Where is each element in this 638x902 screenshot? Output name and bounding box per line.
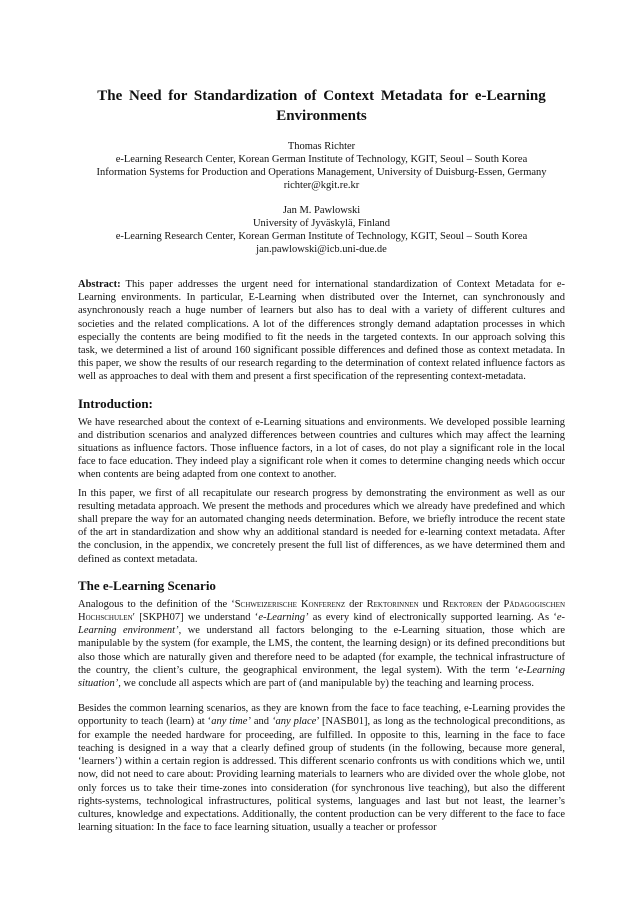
text-run: and — [250, 716, 272, 728]
org-name: Schweizerische Konferenz — [234, 598, 346, 610]
text-run: ’ [NASB01], as long as the technological preconditions, as for example the needed hardware for proceeding, are fulfilled. In opposite to this, learning in the face to face teaching is designed in a way that a clearly defined group of students (in the following, because more general, ‘learners’) within a certain region is addressed. This different scenario confronts us with conditions which we, until now, did not need to care about: Providing learning materials to learners who are divided over the whole globe, not only forces us to take their time-zones into consideration (for synchronous live teaching), but also the different rights-systems, technological infrastructures, political systems, languages and last but not least, the learner’s cultures, knowledge and expectations. Additionally, the content production can be very different to the face to face learning situation: In the face to face learning situation, usually a teacher or professor — [78, 716, 565, 834]
term: e-Learning situation’, — [78, 664, 565, 690]
text-run: , we understand all factors belonging to the e-Learning situation, those which are manipulable by the system (for example, the LMS, the content, the learning design) or its defined preconditions but also those which are naturally given and therefore need to be adapted (for example, the technical infrastructure of the country, the client’s culture, the geographical environment, the legal system). With the term ‘ — [78, 625, 565, 676]
author-affiliation: e-Learning Research Center, Korean German Institute of Technology, KGIT, Seoul – South Korea — [115, 154, 528, 165]
intro-paragraph-2: In this paper, we first of all recapitulate our research progress by demonstrating the environment as well as our resulting metadata approach. We present the methods and procedures which we already have predefined and which shall prepare the way for an automated changing needs determination. Before, we briefly introduce the recent state of the art in standardization and show why an additional standard is needed for e-learning context metadata. After the conclusion, in the appendix, we concretely present the full list of differences, as we have determined them and defined as context metadata. — [78, 487, 565, 565]
text-run: der — [345, 598, 367, 610]
term: ‘any place — [271, 716, 317, 728]
text-run: der — [482, 598, 504, 610]
author-affiliation: University of Jyväskylä, Finland — [252, 218, 391, 229]
term: e-Learning’ — [258, 612, 309, 624]
author-block-2 — [78, 204, 565, 256]
text-run: we conclude all aspects which are part of (and manipulable by) the teaching and learning process. — [120, 678, 535, 690]
section-heading-scenario: The e-Learning Scenario — [78, 577, 216, 593]
abstract — [78, 278, 565, 384]
author-name: Thomas Richter — [287, 141, 356, 152]
term: any time’ — [211, 716, 251, 728]
author-affiliation: Information Systems for Production and Operations Management, University of Duisburg-Essen, Germany — [96, 167, 547, 178]
section-heading-introduction: Introduction: — [78, 395, 153, 411]
text-run: Besides the common learning scenarios, as they are known from the face to face teaching, e-Learning provides the opportunity to teach (learn) at ‘ — [78, 703, 565, 728]
author-block-1 — [78, 140, 565, 192]
author-affiliation: e-Learning Research Center, Korean German Institute of Technology, KGIT, Seoul – South Korea — [115, 231, 528, 242]
org-name: Rektoren — [442, 598, 483, 610]
author-name: Jan M. Pawlowski — [282, 205, 361, 216]
text-run: Analogous to the definition of the ‘ — [78, 598, 235, 610]
text-run: und — [418, 598, 443, 610]
abstract-text: This paper addresses the urgent need for international standardization of Context Metadata for e-Learning environments. In particular, E-Learning when distributed over the Internet, can synchronously and asynchronously reach a huge number of learners but also has to deal with a variety of different cultures and societies and the related complications. A lot of the differences strongly demand adaptation processes in which especially the contents are being modified to fit the needs in the targeted contexts. In our approach solving this task, we determined a list of around 160 significant possible differences and defined those as context metadata. In this paper, we show the results of our research regarding to the determination of context related influence factors as well as approaches to deal with them and present a first specification of the representing context-metadata. — [78, 279, 565, 383]
author-email: jan.pawlowski@icb.uni-due.de — [256, 244, 387, 255]
scenario-paragraph-1 — [78, 598, 565, 690]
term: e-Learning environment’ — [78, 612, 565, 637]
text-run: as every kind of electronically supported learning. As ‘ — [308, 612, 557, 624]
scenario-paragraph-2 — [78, 702, 565, 834]
paper-title: The Need for Standardization of Context Metadata for e-Learning Environments — [97, 88, 546, 124]
author-email: richter@kgit.re.kr — [283, 180, 360, 191]
text-run: ′ [SKPH07] we understand ‘ — [132, 612, 259, 624]
org-name: Rektorinnen — [366, 598, 419, 610]
abstract-label: Abstract: — [78, 279, 121, 290]
org-name: Pädagogischen Hochschulen — [78, 598, 565, 624]
intro-paragraph-1: We have researched about the context of e-Learning situations and environments. We developed possible learning and distribution scenarios and analyzed differences between countries and cultures which may affect the learning situations as influence factors. Those influence factors, in a lot of cases, do not play a significant role in the local face to face education. They indeed play a significant role when it comes to determine changing needs which occur when contents are being adapted from one context to another. — [78, 416, 565, 481]
